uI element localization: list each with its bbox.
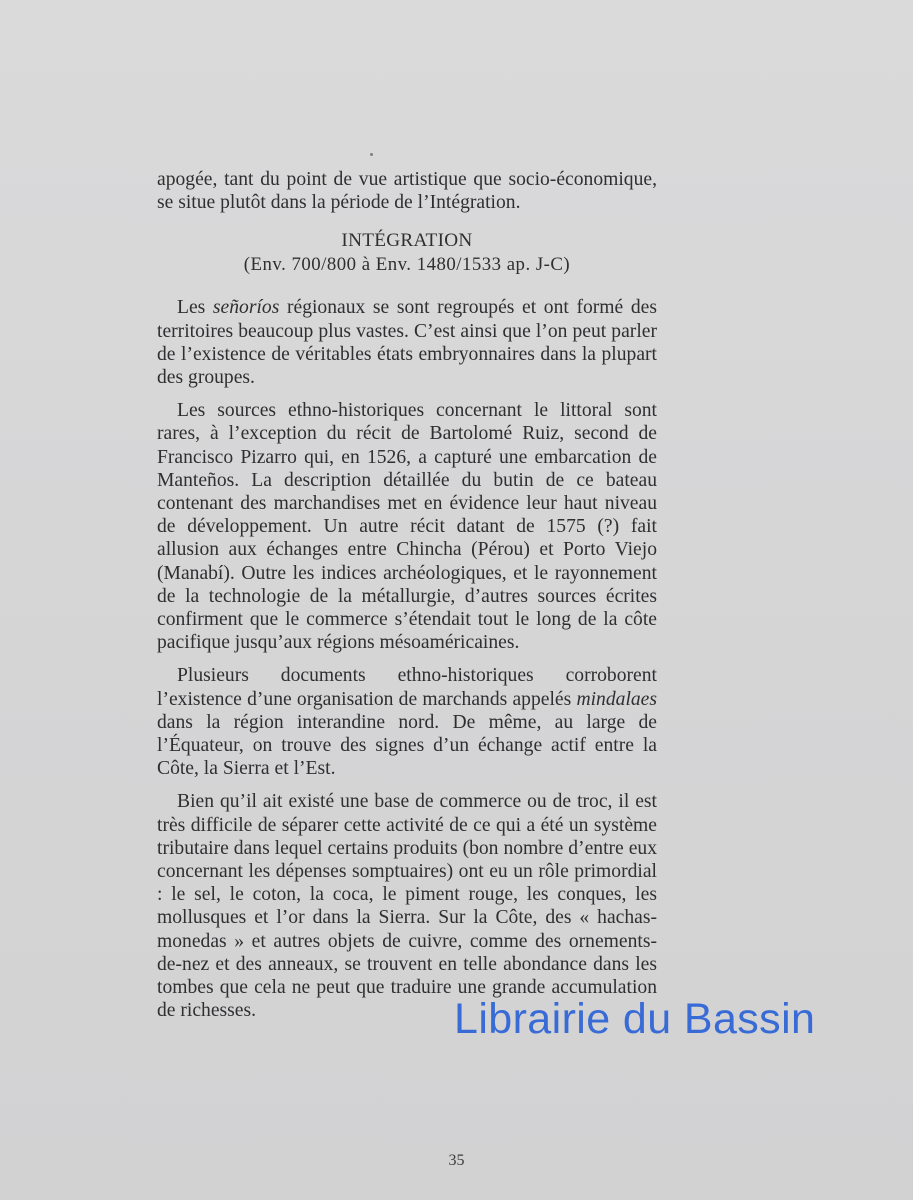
section-heading — [157, 229, 657, 276]
paragraph-text: régionaux se sont regroupés et ont formé des territoires beaucoup plus vastes. C’est ainsi que l’on peut parler de l’existence de véritables états embryonnaires dans la plupart des groupes. — [157, 297, 657, 389]
page-number: 35 — [448, 1152, 465, 1169]
section-subtitle: (Env. 700/800 à Env. 1480/1533 ap. J-C) — [243, 254, 571, 276]
bookseller-watermark: Librairie du Bassin — [454, 995, 816, 1043]
paragraph-mindalaes — [157, 664, 657, 780]
paragraph-text: dans la région interandine nord. De même, au large de l’Équateur, on trouve des signes d’un échange actif entre la Côte, la Sierra et l’Est. — [157, 711, 657, 780]
paragraph-senorios — [157, 296, 657, 389]
paragraph-text: Plusieurs documents ethno-historiques corroborent l’existence d’une organisation de marchands appelés — [157, 665, 657, 710]
page-text-block — [157, 168, 657, 1023]
continuation-paragraph: apogée, tant du point de vue artistique que socio-économique, se situe plutôt dans la période de l’Intégration. — [157, 169, 657, 214]
section-title: INTÉGRATION — [341, 230, 473, 252]
paragraph-text: Les — [177, 297, 213, 319]
paragraph-commerce: Bien qu’il ait existé une base de commerce ou de troc, il est très difficile de séparer cette activité de ce qui a été un système tributaire dans lequel certains produits (bon nombre d’entre eux concernant les dépenses somptuaires) ont eu un rôle primordial : le sel, le coton, la coca, le piment rouge, les conques, les mollusques et l’or dans la Sierra. Sur la Côte, des « hachas-monedas » et autres objets de cuivre, comme des ornements-de-nez et des anneaux, se trouvent en telle abondance dans les tombes que cela ne peut que traduire une grande accumulation de richesses. — [157, 791, 657, 1022]
italic-term-senorios: señoríos — [212, 297, 280, 319]
paper-speck — [370, 153, 373, 156]
paragraph-sources: Les sources ethno-historiques concernant le littoral sont rares, à l’exception du récit de Bartolomé Ruiz, second de Francisco Pizarro qui, en 1526, a capturé une embarcation de Manteños. La description détaillée du butin de ce bateau contenant des marchandises met en évidence leur haut niveau de développement. Un autre récit datant de 1575 (?) fait allusion aux échanges entre Chincha (Pérou) et Porto Viejo (Manabí). Outre les indices archéologiques, et le rayonnement de la technologie de la métallurgie, d’autres sources écrites confirment que le commerce s’étendait tout le long de la côte pacifique jusqu’aux régions mésoaméricaines. — [157, 400, 657, 654]
italic-term-mindalaes: mindalaes — [576, 688, 657, 710]
